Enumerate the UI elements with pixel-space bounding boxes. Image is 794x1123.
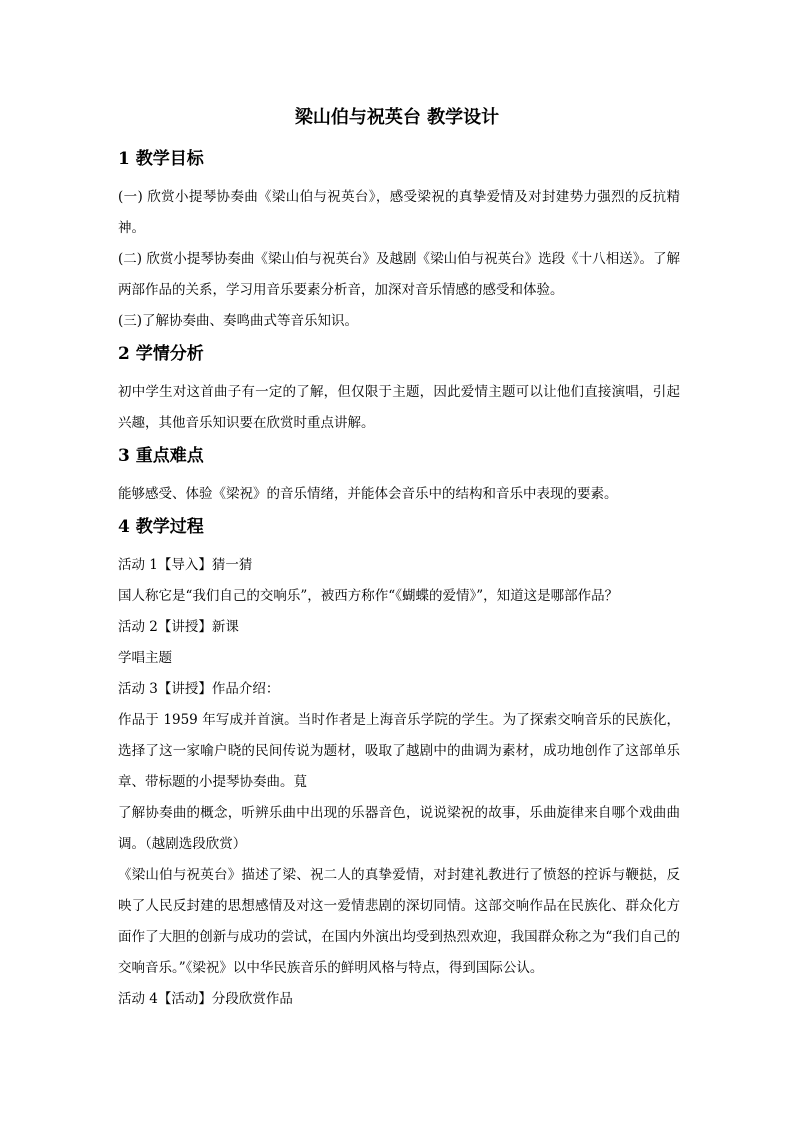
- section-key-points: [118, 443, 680, 510]
- paragraph: (一) 欣赏小提琴协奏曲《梁山伯与祝英台》，感受梁祝的真挚爱情及对封建势力强烈的反抗精神。: [118, 189, 680, 236]
- activity-label: 活动 3【讲授】作品介绍：: [118, 681, 280, 697]
- paragraph: (三)了解协奏曲、奏鸣曲式等音乐知识。: [118, 313, 359, 329]
- paragraph: 能够感受、体验《梁祝》的音乐情绪，并能体会音乐中的结构和音乐中表现的要素。: [118, 486, 618, 502]
- paragraph: 学唱主题: [118, 650, 172, 666]
- section-heading: 1 教学目标: [118, 149, 204, 169]
- section-student-analysis: [118, 341, 680, 439]
- section-heading: 3 重点难点: [118, 446, 204, 466]
- section-teaching-process: [118, 514, 680, 1015]
- paragraph: 初中学生对这首曲子有一定的了解，但仅限于主题，因此爱情主题可以让他们直接演唱，引起兴趣，其他音乐知识要在欣赏时重点讲解。: [118, 384, 680, 431]
- paragraph: 国人称它是“我们自己的交响乐”，被西方称作“《蝴蝶的爱情》”，知道这是哪部作品？: [118, 588, 619, 604]
- paragraph: 《梁山伯与祝英台》描述了梁、祝二人的真挚爱情，对封建礼教进行了愤怒的控诉与鞭挞，反映了人民反封建的思想感情及对这一爱情悲剧的深切同情。这部交响作品在民族化、群众化方面作了大胆的创新与成功的尝试，在国内外演出均受到热烈欢迎，我国群众称之为“我们自己的交响音乐。”《梁祝》以中华民族音乐的鲜明风格与特点，得到国际公认。: [118, 867, 680, 976]
- document-title: 梁山伯与祝英台 教学设计: [294, 107, 500, 128]
- section-heading: 2 学情分析: [118, 344, 204, 364]
- paragraph: (二) 欣赏小提琴协奏曲《梁山伯与祝英台》及越剧《梁山伯与祝英台》选段《十八相送》。了解两部作品的关系，学习用音乐要素分析音，加深对音乐情感的感受和体验。: [118, 251, 680, 298]
- activity-label: 活动 4【活动】分段欣赏作品: [118, 991, 293, 1007]
- section-teaching-goals: [118, 146, 680, 337]
- section-heading: 4 教学过程: [118, 517, 204, 537]
- paragraph: 作品于 1959 年写成并首演。当时作者是上海音乐学院的学生。为了探索交响音乐的民族化，选择了这一家喻户晓的民间传说为题材，吸取了越剧中的曲调为素材，成功地创作了这部单乐章、带标题的小提琴协奏曲。萈: [118, 712, 680, 790]
- activity-label: 活动 1【导入】猜一猜: [118, 557, 253, 573]
- paragraph: 了解协奏曲的概念，听辨乐曲中出现的乐器音色，说说梁祝的故事，乐曲旋律来自哪个戏曲曲调。（越剧选段欣赏）: [118, 805, 680, 852]
- activity-label: 活动 2【讲授】新课: [118, 619, 239, 635]
- document-body: [118, 146, 680, 1015]
